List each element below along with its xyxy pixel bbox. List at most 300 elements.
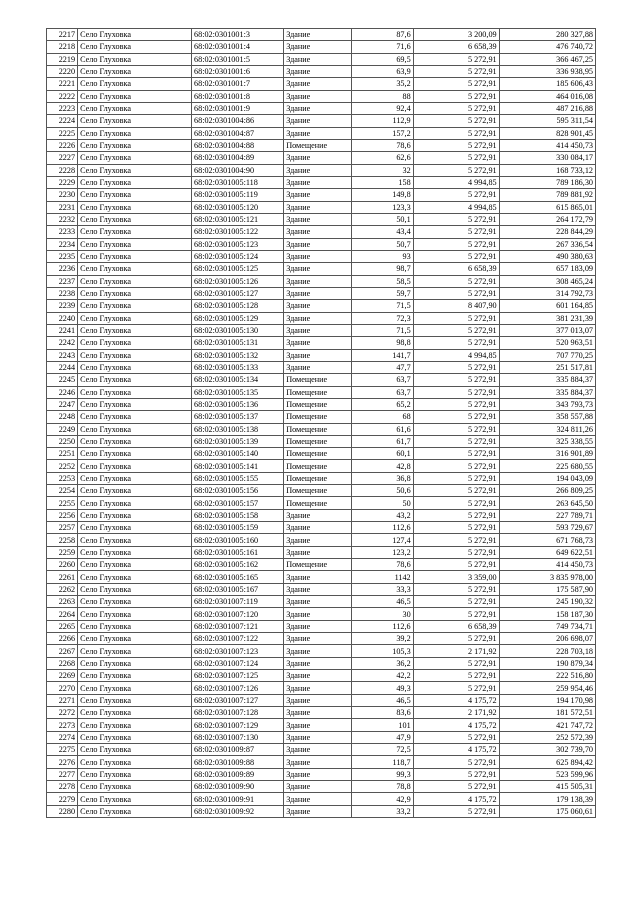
cadastral-value-cell: 263 645,50 bbox=[499, 497, 595, 509]
object-type-cell: Здание bbox=[284, 546, 351, 558]
object-type-cell: Здание bbox=[284, 719, 351, 731]
cadastral-value-cell: 175 587,90 bbox=[499, 583, 595, 595]
cadastral-number-cell: 68:02:0301009:87 bbox=[192, 744, 284, 756]
settlement-name-cell: Село Глуховка bbox=[78, 238, 192, 250]
cadastral-number-cell: 68:02:0301005:131 bbox=[192, 337, 284, 349]
table-row bbox=[47, 707, 596, 719]
object-type-cell: Здание bbox=[284, 287, 351, 299]
unit-price-cell: 5 272,91 bbox=[413, 670, 499, 682]
unit-price-cell: 5 272,91 bbox=[413, 238, 499, 250]
cadastral-value-cell: 330 084,17 bbox=[499, 152, 595, 164]
object-type-cell: Здание bbox=[284, 361, 351, 373]
table-row bbox=[47, 682, 596, 694]
cadastral-value-cell: 601 164,85 bbox=[499, 300, 595, 312]
settlement-name-cell: Село Глуховка bbox=[78, 102, 192, 114]
table-row bbox=[47, 287, 596, 299]
cadastral-value-cell: 335 884,37 bbox=[499, 386, 595, 398]
settlement-name-cell: Село Глуховка bbox=[78, 707, 192, 719]
settlement-name-cell: Село Глуховка bbox=[78, 460, 192, 472]
unit-price-cell: 5 272,91 bbox=[413, 324, 499, 336]
area-value-cell: 93 bbox=[351, 250, 413, 262]
settlement-name-cell: Село Глуховка bbox=[78, 781, 192, 793]
unit-price-cell: 3 200,09 bbox=[413, 29, 499, 41]
row-number-cell: 2278 bbox=[47, 781, 78, 793]
table-row bbox=[47, 583, 596, 595]
object-type-cell: Здание bbox=[284, 152, 351, 164]
cadastral-value-cell: 280 327,88 bbox=[499, 29, 595, 41]
cadastral-value-cell: 259 954,46 bbox=[499, 682, 595, 694]
unit-price-cell: 6 658,39 bbox=[413, 263, 499, 275]
object-type-cell: Здание bbox=[284, 682, 351, 694]
table-body bbox=[47, 29, 596, 818]
area-value-cell: 141,7 bbox=[351, 349, 413, 361]
area-value-cell: 78,8 bbox=[351, 781, 413, 793]
area-value-cell: 71,6 bbox=[351, 41, 413, 53]
table-row bbox=[47, 522, 596, 534]
row-number-cell: 2220 bbox=[47, 65, 78, 77]
cadastral-number-cell: 68:02:0301005:158 bbox=[192, 509, 284, 521]
table-row bbox=[47, 608, 596, 620]
unit-price-cell: 5 272,91 bbox=[413, 213, 499, 225]
object-type-cell: Здание bbox=[284, 213, 351, 225]
cadastral-value-cell: 464 016,08 bbox=[499, 90, 595, 102]
cadastral-value-cell: 671 768,73 bbox=[499, 534, 595, 546]
object-type-cell: Здание bbox=[284, 337, 351, 349]
unit-price-cell: 5 272,91 bbox=[413, 583, 499, 595]
cadastral-number-cell: 68:02:0301005:160 bbox=[192, 534, 284, 546]
object-type-cell: Здание bbox=[284, 707, 351, 719]
area-value-cell: 158 bbox=[351, 176, 413, 188]
area-value-cell: 39,2 bbox=[351, 633, 413, 645]
area-value-cell: 78,6 bbox=[351, 559, 413, 571]
row-number-cell: 2224 bbox=[47, 115, 78, 127]
settlement-name-cell: Село Глуховка bbox=[78, 275, 192, 287]
row-number-cell: 2270 bbox=[47, 682, 78, 694]
cadastral-number-cell: 68:02:0301005:138 bbox=[192, 423, 284, 435]
cadastral-number-cell: 68:02:0301004:89 bbox=[192, 152, 284, 164]
area-value-cell: 46,5 bbox=[351, 596, 413, 608]
settlement-name-cell: Село Глуховка bbox=[78, 127, 192, 139]
unit-price-cell: 4 994,85 bbox=[413, 349, 499, 361]
settlement-name-cell: Село Глуховка bbox=[78, 596, 192, 608]
cadastral-number-cell: 68:02:0301005:128 bbox=[192, 300, 284, 312]
row-number-cell: 2274 bbox=[47, 731, 78, 743]
object-type-cell: Здание bbox=[284, 102, 351, 114]
cadastral-value-cell: 487 216,88 bbox=[499, 102, 595, 114]
cadastral-value-cell: 523 599,96 bbox=[499, 768, 595, 780]
settlement-name-cell: Село Глуховка bbox=[78, 682, 192, 694]
cadastral-number-cell: 68:02:0301004:87 bbox=[192, 127, 284, 139]
table-row bbox=[47, 189, 596, 201]
table-row bbox=[47, 152, 596, 164]
cadastral-value-cell: 3 835 978,00 bbox=[499, 571, 595, 583]
unit-price-cell: 5 272,91 bbox=[413, 361, 499, 373]
cadastral-number-cell: 68:02:0301005:155 bbox=[192, 472, 284, 484]
table-row bbox=[47, 201, 596, 213]
cadastral-value-cell: 222 516,80 bbox=[499, 670, 595, 682]
unit-price-cell: 5 272,91 bbox=[413, 756, 499, 768]
area-value-cell: 43,4 bbox=[351, 226, 413, 238]
row-number-cell: 2230 bbox=[47, 189, 78, 201]
row-number-cell: 2225 bbox=[47, 127, 78, 139]
cadastral-number-cell: 68:02:0301005:167 bbox=[192, 583, 284, 595]
settlement-name-cell: Село Глуховка bbox=[78, 768, 192, 780]
object-type-cell: Здание bbox=[284, 522, 351, 534]
table-row bbox=[47, 509, 596, 521]
unit-price-cell: 5 272,91 bbox=[413, 398, 499, 410]
row-number-cell: 2236 bbox=[47, 263, 78, 275]
settlement-name-cell: Село Глуховка bbox=[78, 78, 192, 90]
settlement-name-cell: Село Глуховка bbox=[78, 411, 192, 423]
settlement-name-cell: Село Глуховка bbox=[78, 300, 192, 312]
area-value-cell: 30 bbox=[351, 608, 413, 620]
row-number-cell: 2267 bbox=[47, 645, 78, 657]
object-type-cell: Здание bbox=[284, 90, 351, 102]
area-value-cell: 50,1 bbox=[351, 213, 413, 225]
unit-price-cell: 5 272,91 bbox=[413, 189, 499, 201]
settlement-name-cell: Село Глуховка bbox=[78, 324, 192, 336]
object-type-cell: Здание bbox=[284, 781, 351, 793]
object-type-cell: Здание bbox=[284, 275, 351, 287]
table-row bbox=[47, 534, 596, 546]
table-row bbox=[47, 41, 596, 53]
settlement-name-cell: Село Глуховка bbox=[78, 657, 192, 669]
row-number-cell: 2254 bbox=[47, 485, 78, 497]
cadastral-number-cell: 68:02:0301001:4 bbox=[192, 41, 284, 53]
cadastral-value-cell: 308 465,24 bbox=[499, 275, 595, 287]
area-value-cell: 1142 bbox=[351, 571, 413, 583]
area-value-cell: 35,2 bbox=[351, 78, 413, 90]
area-value-cell: 72,3 bbox=[351, 312, 413, 324]
cadastral-value-cell: 789 881,92 bbox=[499, 189, 595, 201]
row-number-cell: 2217 bbox=[47, 29, 78, 41]
unit-price-cell: 5 272,91 bbox=[413, 337, 499, 349]
area-value-cell: 49,3 bbox=[351, 682, 413, 694]
object-type-cell: Здание bbox=[284, 349, 351, 361]
area-value-cell: 60,1 bbox=[351, 448, 413, 460]
area-value-cell: 62,6 bbox=[351, 152, 413, 164]
unit-price-cell: 5 272,91 bbox=[413, 534, 499, 546]
cadastral-value-cell: 520 963,51 bbox=[499, 337, 595, 349]
unit-price-cell: 4 175,72 bbox=[413, 744, 499, 756]
table-row bbox=[47, 460, 596, 472]
unit-price-cell: 5 272,91 bbox=[413, 423, 499, 435]
row-number-cell: 2276 bbox=[47, 756, 78, 768]
unit-price-cell: 5 272,91 bbox=[413, 53, 499, 65]
row-number-cell: 2231 bbox=[47, 201, 78, 213]
object-type-cell: Здание bbox=[284, 65, 351, 77]
object-type-cell: Здание bbox=[284, 793, 351, 805]
cadastral-number-cell: 68:02:0301009:92 bbox=[192, 805, 284, 817]
object-type-cell: Помещение bbox=[284, 411, 351, 423]
table-row bbox=[47, 263, 596, 275]
table-row bbox=[47, 127, 596, 139]
unit-price-cell: 5 272,91 bbox=[413, 152, 499, 164]
settlement-name-cell: Село Глуховка bbox=[78, 744, 192, 756]
cadastral-value-cell: 185 606,43 bbox=[499, 78, 595, 90]
row-number-cell: 2249 bbox=[47, 423, 78, 435]
row-number-cell: 2237 bbox=[47, 275, 78, 287]
cadastral-number-cell: 68:02:0301001:6 bbox=[192, 65, 284, 77]
cadastral-value-cell: 158 187,30 bbox=[499, 608, 595, 620]
table-row bbox=[47, 768, 596, 780]
cadastral-number-cell: 68:02:0301009:88 bbox=[192, 756, 284, 768]
settlement-name-cell: Село Глуховка bbox=[78, 522, 192, 534]
unit-price-cell: 5 272,91 bbox=[413, 657, 499, 669]
area-value-cell: 65,2 bbox=[351, 398, 413, 410]
row-number-cell: 2272 bbox=[47, 707, 78, 719]
cadastral-value-cell: 175 060,61 bbox=[499, 805, 595, 817]
settlement-name-cell: Село Глуховка bbox=[78, 645, 192, 657]
cadastral-value-cell: 228 844,29 bbox=[499, 226, 595, 238]
row-number-cell: 2280 bbox=[47, 805, 78, 817]
cadastral-number-cell: 68:02:0301005:119 bbox=[192, 189, 284, 201]
row-number-cell: 2227 bbox=[47, 152, 78, 164]
table-row bbox=[47, 435, 596, 447]
object-type-cell: Помещение bbox=[284, 423, 351, 435]
cadastral-number-cell: 68:02:0301005:140 bbox=[192, 448, 284, 460]
settlement-name-cell: Село Глуховка bbox=[78, 509, 192, 521]
settlement-name-cell: Село Глуховка bbox=[78, 213, 192, 225]
cadastral-number-cell: 68:02:0301005:135 bbox=[192, 386, 284, 398]
settlement-name-cell: Село Глуховка bbox=[78, 29, 192, 41]
unit-price-cell: 6 658,39 bbox=[413, 41, 499, 53]
cadastral-value-cell: 414 450,73 bbox=[499, 139, 595, 151]
table-row bbox=[47, 756, 596, 768]
object-type-cell: Здание bbox=[284, 657, 351, 669]
settlement-name-cell: Село Глуховка bbox=[78, 583, 192, 595]
unit-price-cell: 5 272,91 bbox=[413, 65, 499, 77]
area-value-cell: 112,9 bbox=[351, 115, 413, 127]
table-row bbox=[47, 423, 596, 435]
table-row bbox=[47, 386, 596, 398]
cadastral-number-cell: 68:02:0301005:127 bbox=[192, 287, 284, 299]
settlement-name-cell: Село Глуховка bbox=[78, 670, 192, 682]
table-row bbox=[47, 29, 596, 41]
table-row bbox=[47, 411, 596, 423]
object-type-cell: Помещение bbox=[284, 398, 351, 410]
object-type-cell: Помещение bbox=[284, 386, 351, 398]
area-value-cell: 101 bbox=[351, 719, 413, 731]
cadastral-number-cell: 68:02:0301005:125 bbox=[192, 263, 284, 275]
table-row bbox=[47, 139, 596, 151]
settlement-name-cell: Село Глуховка bbox=[78, 164, 192, 176]
unit-price-cell: 5 272,91 bbox=[413, 90, 499, 102]
object-type-cell: Помещение bbox=[284, 559, 351, 571]
row-number-cell: 2229 bbox=[47, 176, 78, 188]
cadastral-value-cell: 267 336,54 bbox=[499, 238, 595, 250]
area-value-cell: 50,7 bbox=[351, 238, 413, 250]
unit-price-cell: 2 171,92 bbox=[413, 645, 499, 657]
settlement-name-cell: Село Глуховка bbox=[78, 176, 192, 188]
unit-price-cell: 5 272,91 bbox=[413, 682, 499, 694]
cadastral-number-cell: 68:02:0301005:126 bbox=[192, 275, 284, 287]
settlement-name-cell: Село Глуховка bbox=[78, 497, 192, 509]
settlement-name-cell: Село Глуховка bbox=[78, 756, 192, 768]
table-row bbox=[47, 633, 596, 645]
cadastral-value-cell: 225 680,55 bbox=[499, 460, 595, 472]
unit-price-cell: 5 272,91 bbox=[413, 546, 499, 558]
cadastral-value-cell: 266 809,25 bbox=[499, 485, 595, 497]
area-value-cell: 78,6 bbox=[351, 139, 413, 151]
table-row bbox=[47, 250, 596, 262]
cadastral-value-cell: 325 338,55 bbox=[499, 435, 595, 447]
area-value-cell: 105,3 bbox=[351, 645, 413, 657]
table-row bbox=[47, 349, 596, 361]
settlement-name-cell: Село Глуховка bbox=[78, 287, 192, 299]
settlement-name-cell: Село Глуховка bbox=[78, 115, 192, 127]
unit-price-cell: 5 272,91 bbox=[413, 287, 499, 299]
table-row bbox=[47, 596, 596, 608]
cadastral-number-cell: 68:02:0301005:130 bbox=[192, 324, 284, 336]
table-row bbox=[47, 670, 596, 682]
table-row bbox=[47, 226, 596, 238]
area-value-cell: 33,3 bbox=[351, 583, 413, 595]
object-type-cell: Здание bbox=[284, 768, 351, 780]
cadastral-value-cell: 252 572,39 bbox=[499, 731, 595, 743]
cadastral-number-cell: 68:02:0301005:118 bbox=[192, 176, 284, 188]
settlement-name-cell: Село Глуховка bbox=[78, 263, 192, 275]
object-type-cell: Здание bbox=[284, 608, 351, 620]
row-number-cell: 2245 bbox=[47, 374, 78, 386]
unit-price-cell: 3 359,00 bbox=[413, 571, 499, 583]
unit-price-cell: 5 272,91 bbox=[413, 386, 499, 398]
object-type-cell: Помещение bbox=[284, 472, 351, 484]
object-type-cell: Здание bbox=[284, 633, 351, 645]
unit-price-cell: 4 175,72 bbox=[413, 719, 499, 731]
unit-price-cell: 4 175,72 bbox=[413, 694, 499, 706]
row-number-cell: 2252 bbox=[47, 460, 78, 472]
unit-price-cell: 5 272,91 bbox=[413, 411, 499, 423]
area-value-cell: 99,3 bbox=[351, 768, 413, 780]
cadastral-value-cell: 228 703,18 bbox=[499, 645, 595, 657]
area-value-cell: 59,7 bbox=[351, 287, 413, 299]
cadastral-number-cell: 68:02:0301009:90 bbox=[192, 781, 284, 793]
object-type-cell: Помещение bbox=[284, 448, 351, 460]
object-type-cell: Здание bbox=[284, 509, 351, 521]
object-type-cell: Помещение bbox=[284, 485, 351, 497]
cadastral-number-cell: 68:02:0301005:136 bbox=[192, 398, 284, 410]
row-number-cell: 2250 bbox=[47, 435, 78, 447]
settlement-name-cell: Село Глуховка bbox=[78, 793, 192, 805]
object-type-cell: Здание bbox=[284, 238, 351, 250]
area-value-cell: 71,5 bbox=[351, 324, 413, 336]
cadastral-number-cell: 68:02:0301007:127 bbox=[192, 694, 284, 706]
object-type-cell: Здание bbox=[284, 312, 351, 324]
cadastral-value-cell: 414 450,73 bbox=[499, 559, 595, 571]
area-value-cell: 43,2 bbox=[351, 509, 413, 521]
row-number-cell: 2260 bbox=[47, 559, 78, 571]
object-type-cell: Здание bbox=[284, 176, 351, 188]
object-type-cell: Здание bbox=[284, 620, 351, 632]
unit-price-cell: 5 272,91 bbox=[413, 78, 499, 90]
cadastral-value-cell: 227 789,71 bbox=[499, 509, 595, 521]
cadastral-value-cell: 190 879,34 bbox=[499, 657, 595, 669]
cadastral-value-cell: 251 517,81 bbox=[499, 361, 595, 373]
row-number-cell: 2243 bbox=[47, 349, 78, 361]
cadastral-value-cell: 316 901,89 bbox=[499, 448, 595, 460]
cadastral-value-cell: 657 183,09 bbox=[499, 263, 595, 275]
unit-price-cell: 5 272,91 bbox=[413, 250, 499, 262]
cadastral-number-cell: 68:02:0301007:130 bbox=[192, 731, 284, 743]
row-number-cell: 2266 bbox=[47, 633, 78, 645]
area-value-cell: 47,9 bbox=[351, 731, 413, 743]
row-number-cell: 2261 bbox=[47, 571, 78, 583]
cadastral-value-cell: 335 884,37 bbox=[499, 374, 595, 386]
unit-price-cell: 6 658,39 bbox=[413, 620, 499, 632]
settlement-name-cell: Село Глуховка bbox=[78, 608, 192, 620]
table-row bbox=[47, 620, 596, 632]
unit-price-cell: 5 272,91 bbox=[413, 731, 499, 743]
area-value-cell: 33,2 bbox=[351, 805, 413, 817]
cadastral-value-cell: 181 572,51 bbox=[499, 707, 595, 719]
row-number-cell: 2277 bbox=[47, 768, 78, 780]
table-row bbox=[47, 448, 596, 460]
object-type-cell: Здание bbox=[284, 731, 351, 743]
unit-price-cell: 5 272,91 bbox=[413, 768, 499, 780]
table-row bbox=[47, 645, 596, 657]
row-number-cell: 2233 bbox=[47, 226, 78, 238]
row-number-cell: 2219 bbox=[47, 53, 78, 65]
settlement-name-cell: Село Глуховка bbox=[78, 139, 192, 151]
object-type-cell: Здание bbox=[284, 324, 351, 336]
cadastral-number-cell: 68:02:0301004:90 bbox=[192, 164, 284, 176]
object-type-cell: Здание bbox=[284, 29, 351, 41]
area-value-cell: 68 bbox=[351, 411, 413, 423]
area-value-cell: 72,5 bbox=[351, 744, 413, 756]
row-number-cell: 2269 bbox=[47, 670, 78, 682]
settlement-name-cell: Село Глуховка bbox=[78, 41, 192, 53]
unit-price-cell: 5 272,91 bbox=[413, 164, 499, 176]
row-number-cell: 2248 bbox=[47, 411, 78, 423]
unit-price-cell: 4 175,72 bbox=[413, 793, 499, 805]
cadastral-number-cell: 68:02:0301004:86 bbox=[192, 115, 284, 127]
row-number-cell: 2221 bbox=[47, 78, 78, 90]
unit-price-cell: 5 272,91 bbox=[413, 781, 499, 793]
table-row bbox=[47, 102, 596, 114]
table-row bbox=[47, 115, 596, 127]
settlement-name-cell: Село Глуховка bbox=[78, 694, 192, 706]
unit-price-cell: 5 272,91 bbox=[413, 115, 499, 127]
settlement-name-cell: Село Глуховка bbox=[78, 423, 192, 435]
object-type-cell: Здание bbox=[284, 250, 351, 262]
table-row bbox=[47, 374, 596, 386]
settlement-name-cell: Село Глуховка bbox=[78, 65, 192, 77]
object-type-cell: Здание bbox=[284, 53, 351, 65]
unit-price-cell: 5 272,91 bbox=[413, 509, 499, 521]
area-value-cell: 87,6 bbox=[351, 29, 413, 41]
area-value-cell: 47,7 bbox=[351, 361, 413, 373]
unit-price-cell: 5 272,91 bbox=[413, 460, 499, 472]
cadastral-value-cell: 490 380,63 bbox=[499, 250, 595, 262]
cadastral-value-cell: 649 622,51 bbox=[499, 546, 595, 558]
cadastral-value-cell: 615 865,01 bbox=[499, 201, 595, 213]
settlement-name-cell: Село Глуховка bbox=[78, 448, 192, 460]
cadastral-value-cell: 377 013,07 bbox=[499, 324, 595, 336]
object-type-cell: Здание bbox=[284, 115, 351, 127]
object-type-cell: Здание bbox=[284, 744, 351, 756]
table-row bbox=[47, 559, 596, 571]
row-number-cell: 2222 bbox=[47, 90, 78, 102]
cadastral-number-cell: 68:02:0301009:89 bbox=[192, 768, 284, 780]
settlement-name-cell: Село Глуховка bbox=[78, 731, 192, 743]
cadastral-number-cell: 68:02:0301005:122 bbox=[192, 226, 284, 238]
unit-price-cell: 5 272,91 bbox=[413, 127, 499, 139]
table-row bbox=[47, 497, 596, 509]
area-value-cell: 46,5 bbox=[351, 694, 413, 706]
cadastral-number-cell: 68:02:0301009:91 bbox=[192, 793, 284, 805]
cadastral-value-cell: 194 043,09 bbox=[499, 472, 595, 484]
